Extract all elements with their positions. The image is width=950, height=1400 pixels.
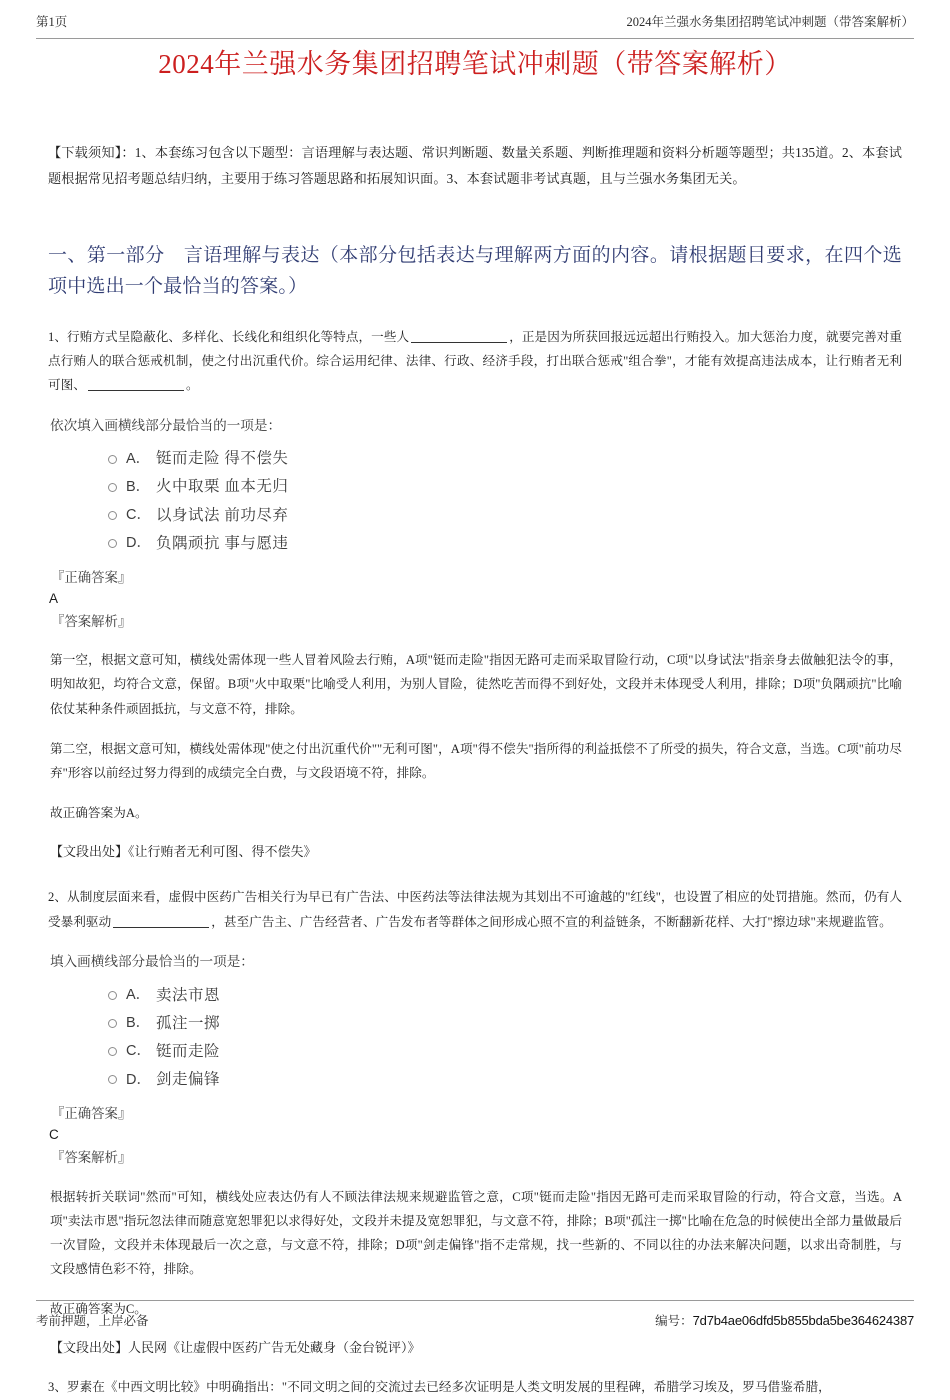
question-block [48,325,902,863]
fill-blank [411,342,507,343]
option-text: 以身试法 前功尽弃 [156,506,289,524]
option-text: 卖法市恩 [156,986,221,1004]
footer-slogan: 考前押题，上岸必备 [36,1314,149,1328]
radio-button-icon[interactable] [108,1047,117,1056]
option-letter: C． [126,507,151,524]
question-stem-part-3: 。 [185,378,199,393]
option-letter: A． [126,987,151,1004]
option-row-c[interactable] [108,1042,902,1062]
option-row-d[interactable] [108,1070,902,1090]
correct-answer-value: A [49,590,59,606]
option-letter: B． [126,1015,151,1032]
radio-button-icon[interactable] [108,1019,117,1028]
page-number-label: 第1页 [36,15,68,29]
option-text: 剑走偏锋 [156,1070,221,1088]
footer-id-label: 编号： [655,1314,693,1328]
question-stem-part-2: ，正是因为所获回报远远超出行贿投入。加大惩治力度，就要完善对重点行贿人的联合惩戒机制，使之付出沉重代价。综合运用纪律、法律、行政、经济手段，打出联合惩戒"组合拳"，才能有效提高违法成本，让行贿者无利可图、 [48,330,902,393]
correct-answer-label: 『正确答案』 [51,1106,132,1122]
answer-analysis-label: 『答案解析』 [51,1149,132,1165]
option-text: 铤而走险 得不偿失 [156,450,289,468]
fill-blank [88,390,184,391]
analysis-paragraph: 第二空，根据文意可知，横线处需体现"使之付出沉重代价""无利可图"，A项"得不偿失"指所得的利益抵偿不了所受的损失，符合文意，当选。C项"前功尽弃"形容以前经过努力得到的成绩完全白费，与文段语境不符，排除。 [50,741,902,780]
option-text: 火中取栗 血本无归 [156,478,289,496]
option-row-a[interactable] [108,449,902,469]
question-block [48,885,902,1359]
radio-button-icon[interactable] [108,1075,117,1084]
option-list [48,986,902,1091]
radio-button-icon[interactable] [108,991,117,1000]
question-stem [48,325,902,398]
option-text: 铤而走险 [156,1042,221,1060]
footer-document-id [655,1311,914,1329]
option-text: 负隅顽抗 事与愿违 [156,534,289,552]
question-prompt: 依次填入画横线部分最恰当的一项是： [50,417,282,433]
download-notice: 【下载须知】：1、本套练习包含以下题型：言语理解与表达题、常识判断题、数量关系题、判断推理题和资料分析题等题型；共135道。2、本套试题根据常见招考题总结归纳，主要用于练习答题思路和拓展知识面。3、本套试题非考试真题，且与兰强水务集团无关。 [48,145,902,186]
analysis-conclusion: 故正确答案为C。 [50,1302,147,1317]
analysis-paragraph: 第一空，根据文意可知，横线处需体现一些人冒着风险去行贿，A项"铤而走险"指因无路可走而采取冒险行动，C项"以身试法"指亲身去做触犯法令的事，明知故犯，均符合文意，保留。B项"火中取栗"比喻受人利用，为别人冒险，徒然吃苦而得不到好处，文段并未体现受人利用，排除；D项"负隅顽抗"比喻依仗某种条件顽固抵抗，与文意不符，排除。 [50,653,902,716]
question-stem-part-1: 1、行贿方式呈隐蔽化、多样化、长线化和组织化等特点，一些人 [48,330,410,344]
option-row-b[interactable] [108,477,902,497]
option-row-b[interactable] [108,1014,902,1034]
radio-button-icon[interactable] [108,455,117,464]
question-stem-part-2: ，甚至广告主、广告经营者、广告发布者等群体之间形成心照不宣的利益链条，不断翻新花样、大打"擦边球"来规避监管。 [211,914,892,929]
correct-answer-label: 『正确答案』 [51,569,132,585]
option-list [48,449,902,554]
passage-source: 【文段出处】人民网《让虚假中医药广告无处藏身（金台锐评）》 [50,1340,421,1356]
option-row-c[interactable] [108,506,902,526]
option-letter: A． [126,450,151,467]
fill-blank [113,927,209,928]
document-title: 2024年兰强水务集团招聘笔试冲刺题（带答案解析） [158,49,792,79]
question-stem-part-1: 2、从制度层面来看，虚假中医药广告相关行为早已有广告法、中医药法等法律法规为其划出不可逾越的"红线"，也设置了相应的处罚措施。然而，仍有人受暴利驱动 [48,890,902,929]
radio-button-icon[interactable] [108,511,117,520]
page-header [36,12,914,39]
section-heading: 一、第一部分 言语理解与表达（本部分包括表达与理解两方面的内容。请根据题目要求，在四个选项中选出一个最恰当的答案。） [48,245,902,298]
question-stem [48,885,902,933]
running-title: 2024年兰强水务集团招聘笔试冲刺题（带答案解析） [626,15,914,29]
analysis-paragraph: 根据转折关联词"然而"可知，横线处应表达仍有人不顾法律法规来规避监管之意，C项"铤而走险"指因无路可走而采取冒险的行动，符合文意，当选。A项"卖法市恩"指玩忽法律而随意宽恕罪犯以求得好处，文段并未提及宽恕罪犯，与文意不符，排除；B项"孤注一掷"比喻在危急的时候使出全部力量做最后一次冒险，文段并未体现最后一次之意，与文意不符，排除；D项"剑走偏锋"指不走常规，找一些新的、不同以往的办法来解决问题，以求出奇制胜，与文段感情色彩不符，排除。 [50,1189,902,1277]
option-row-d[interactable] [108,534,902,554]
question-prompt: 填入画横线部分最恰当的一项是： [50,953,254,969]
passage-source: 【文段出处】《让行贿者无利可图、得不偿失》 [50,844,317,860]
analysis-conclusion: 故正确答案为A。 [50,806,148,821]
footer-id-value: 7d7b4ae06dfd5b855bda5be364624387 [692,1313,914,1328]
radio-button-icon[interactable] [108,483,117,492]
document-body [48,140,902,1400]
option-letter: B． [126,479,151,496]
correct-answer-value: C [49,1126,59,1142]
option-letter: D． [126,1071,151,1088]
answer-analysis-label: 『答案解析』 [51,613,132,629]
page-footer [36,1300,914,1331]
option-letter: D． [126,535,151,552]
option-text: 孤注一掷 [156,1014,221,1032]
option-row-a[interactable] [108,986,902,1006]
radio-button-icon[interactable] [108,539,117,548]
option-letter: C． [126,1043,151,1060]
question-stem-partial: 3、罗素在《中西文明比较》中明确指出："不同文明之间的交流过去已经多次证明是人类文明发展的里程碑，希腊学习埃及，罗马借鉴希腊， [48,1380,831,1395]
